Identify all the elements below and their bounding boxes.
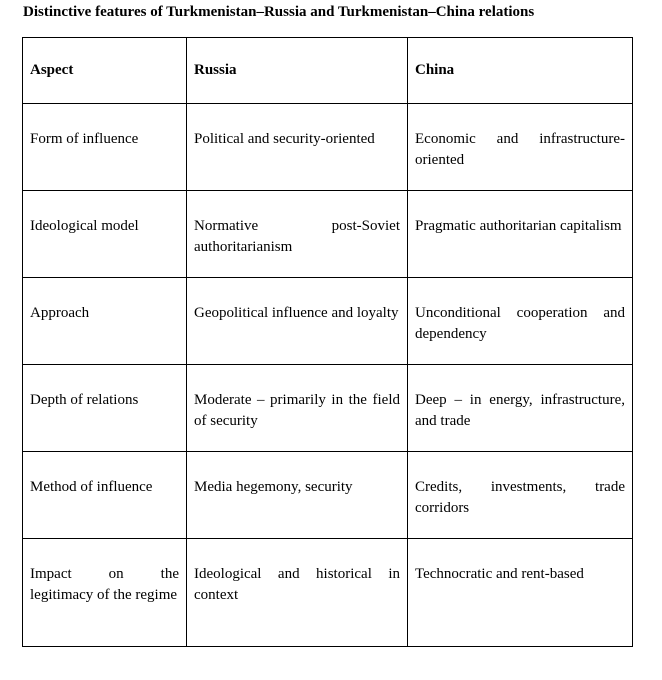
russia-cell: Political and security-oriented xyxy=(187,104,408,191)
china-cell: Deep – in energy, infrastructure, and trade xyxy=(408,365,633,452)
comparison-table xyxy=(22,37,633,647)
table-row xyxy=(23,539,633,647)
aspect-cell: Approach xyxy=(23,278,187,365)
aspect-cell: Ideological model xyxy=(23,191,187,278)
table-header-row xyxy=(23,38,633,104)
aspect-cell: Depth of relations xyxy=(23,365,187,452)
table-row xyxy=(23,278,633,365)
russia-cell: Media hegemony, security xyxy=(187,452,408,539)
russia-cell: Normative post-Soviet authoritarianism xyxy=(187,191,408,278)
table-title: Distinctive features of Turkmenistan–Russia and Turkmenistan–China relations xyxy=(23,4,535,20)
table-row xyxy=(23,104,633,191)
china-cell: Economic and infrastructure-oriented xyxy=(408,104,633,191)
table-row xyxy=(23,452,633,539)
russia-cell: Moderate – primarily in the field of security xyxy=(187,365,408,452)
aspect-cell: Form of influence xyxy=(23,104,187,191)
header-china: China xyxy=(408,38,633,104)
russia-cell: Ideological and historical in context xyxy=(187,539,408,647)
aspect-cell: Impact on the legitimacy of the regime xyxy=(23,539,187,647)
table-row xyxy=(23,365,633,452)
china-cell: Credits, investments, trade corridors xyxy=(408,452,633,539)
russia-cell: Geopolitical influence and loyalty xyxy=(187,278,408,365)
header-russia: Russia xyxy=(187,38,408,104)
china-cell: Pragmatic authoritarian capitalism xyxy=(408,191,633,278)
china-cell: Unconditional cooperation and dependency xyxy=(408,278,633,365)
china-cell: Technocratic and rent-based xyxy=(408,539,633,647)
aspect-cell: Method of influence xyxy=(23,452,187,539)
header-aspect: Aspect xyxy=(23,38,187,104)
table-row xyxy=(23,191,633,278)
